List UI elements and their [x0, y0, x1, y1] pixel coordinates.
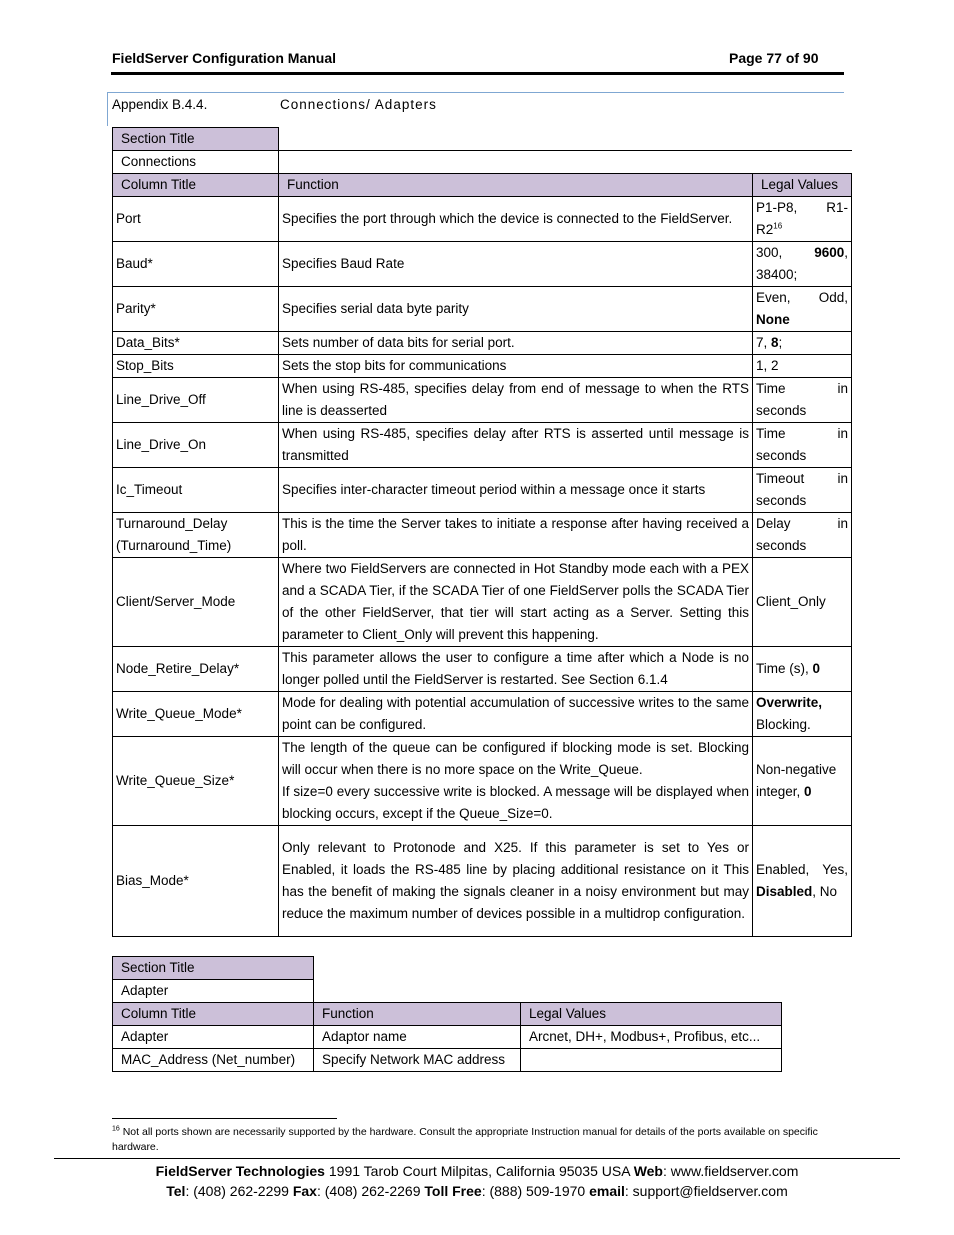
legal-values: Time in seconds [756, 381, 848, 418]
footer-fax-label: Fax [292, 1183, 317, 1199]
legal-values-prefix: 300, [756, 245, 815, 260]
page-number: Page 77 of 90 [729, 50, 819, 66]
column-header-title: Column Title [113, 1003, 314, 1026]
parameter-function-cell [279, 378, 753, 423]
manual-title: FieldServer Configuration Manual [112, 50, 337, 66]
parameter-name-cell [113, 197, 279, 242]
legal-values-suffix: Blocking. [756, 717, 811, 732]
parameter-function: Sets the stop bits for communications [282, 358, 507, 373]
table-row [113, 826, 852, 937]
parameter-function-cell [279, 826, 753, 937]
section-title-label: Section Title [113, 128, 279, 151]
appendix-title: Connections/ Adapters [280, 97, 437, 112]
parameter-name-cell [113, 737, 279, 826]
parameter-name: Line_Drive_On [116, 437, 207, 452]
column-header-function: Function [314, 1003, 521, 1026]
header-rule [111, 72, 844, 75]
table-row [113, 558, 852, 647]
column-header-legal: Legal Values [521, 1003, 782, 1026]
connections-table [112, 127, 852, 937]
parameter-name-cell [113, 468, 279, 513]
parameter-function-cell [279, 355, 753, 378]
parameter-function: Only relevant to Protonode and X25. If this parameter is set to Yes or Enabled, it loads the RS-485 line by placing additional resistance on it This has the benefit of making the signals cleaner in a noisy environment but may reduce the maximum number of devices possible in a multidrop configuration. [282, 840, 749, 921]
parameter-name-cell [113, 242, 279, 287]
footer-line-1 [0, 1163, 954, 1179]
footer-line-2 [0, 1183, 954, 1199]
parameter-function: Mode for dealing with potential accumulation of successive writes to the same point can be configured. [282, 695, 749, 732]
parameter-name: Line_Drive_Off [116, 392, 206, 407]
adapter-legal-values: Arcnet, DH+, Modbus+, Profibus, etc... [521, 1026, 782, 1049]
parameter-name: Write_Queue_Size* [116, 773, 235, 788]
table-row [113, 468, 852, 513]
adapter-table [112, 956, 782, 1072]
adapter-parameter-name: MAC_Address (Net_number) [113, 1049, 314, 1072]
section-title-value: Adapter [113, 980, 314, 1003]
table-row [113, 242, 852, 287]
legal-values-prefix: Even, Odd, [756, 290, 848, 305]
table-row [113, 1026, 782, 1049]
footer-tollfree-label: Toll Free [424, 1183, 482, 1199]
legal-values-prefix: Non-negative integer, [756, 762, 837, 799]
parameter-name-cell [113, 378, 279, 423]
adapter-parameter-function: Adaptor name [314, 1026, 521, 1049]
footnote-reference: 16 [773, 221, 783, 231]
parameter-function-cell [279, 242, 753, 287]
parameter-function: Specifies inter-character timeout period within a message once it starts [282, 482, 706, 497]
parameter-function-cell [279, 558, 753, 647]
parameter-function-cell [279, 737, 753, 826]
parameter-name: Bias_Mode* [116, 873, 189, 888]
legal-values-cell [753, 355, 852, 378]
legal-values-default: 0 [812, 661, 821, 676]
legal-values-cell [753, 513, 852, 558]
table-row [113, 332, 852, 355]
table-row [113, 287, 852, 332]
legal-values-cell [753, 468, 852, 513]
table-row [113, 647, 852, 692]
legal-values-suffix: , 38400; [756, 245, 848, 282]
parameter-name: Ic_Timeout [116, 482, 183, 497]
parameter-function: Where two FieldServers are connected in Hot Standby mode each with a PEX and a SCADA Tier, if the SCADA Tier of one FieldServer polls the SCADA Tier of the other FieldServer, that tier will start acting as a Server. Setting this parameter to Client_Only will prevent this happening. [282, 561, 749, 642]
parameter-function-cell [279, 692, 753, 737]
parameter-function: When using RS-485, specifies delay from end of message to when the RTS line is deasserted [282, 381, 749, 418]
table-row [113, 737, 852, 826]
legal-values: Delay in seconds [756, 516, 848, 553]
legal-values-cell [753, 826, 852, 937]
parameter-name-cell [113, 647, 279, 692]
parameter-function-cell [279, 197, 753, 242]
parameter-function: This parameter allows the user to configure a time after which a Node is no longer polled until the FieldServer is restarted. See Section 6.1.4 [282, 650, 749, 687]
column-header-function: Function [279, 174, 753, 197]
parameter-name: Write_Queue_Mode* [116, 706, 242, 721]
parameter-function-cell [279, 647, 753, 692]
parameter-function-cell [279, 332, 753, 355]
legal-values-cell [753, 558, 852, 647]
parameter-function: Specifies the port through which the device is connected to the FieldServer. [282, 211, 733, 226]
table-row [113, 355, 852, 378]
legal-values-cell [753, 692, 852, 737]
legal-values-default: 9600 [814, 245, 845, 260]
column-header-legal: Legal Values [753, 174, 852, 197]
legal-values: 1, 2 [756, 358, 779, 373]
legal-values-prefix: Time (s), [756, 661, 813, 676]
table-row [113, 513, 852, 558]
legal-values-default: Overwrite, [756, 695, 823, 710]
column-header-title: Column Title [113, 174, 279, 197]
legal-values-cell [753, 242, 852, 287]
legal-values-cell [753, 737, 852, 826]
parameter-function: Specifies Baud Rate [282, 256, 405, 271]
footer-email-label: email [589, 1183, 625, 1199]
parameter-function-cell [279, 287, 753, 332]
parameter-name: Port [116, 211, 141, 226]
legal-values-default: 8 [771, 335, 779, 350]
legal-values-prefix: 7, [756, 335, 772, 350]
footer-tel-label: Tel [166, 1183, 186, 1199]
parameter-function-cell [279, 423, 753, 468]
footnote [112, 1125, 842, 1155]
legal-values: Timeout in seconds [756, 471, 848, 508]
footer-web-label: Web [633, 1163, 663, 1179]
footer-tollfree: : (888) 509-1970 [481, 1183, 590, 1199]
adapter-parameter-name: Adapter [113, 1026, 314, 1049]
parameter-function-cell [279, 513, 753, 558]
footnote-rule [112, 1118, 337, 1119]
footer-tel: : (408) 262-2299 [185, 1183, 293, 1199]
parameter-name: Parity* [116, 301, 156, 316]
table-row [113, 692, 852, 737]
legal-values-cell [753, 332, 852, 355]
footer-rule [54, 1158, 900, 1159]
parameter-function: When using RS-485, specifies delay after RTS is asserted until message is transmitted [282, 426, 749, 463]
legal-values: Client_Only [756, 594, 826, 609]
appendix-heading-frame [107, 92, 844, 126]
parameter-name-cell [113, 558, 279, 647]
legal-values-suffix: , No [812, 884, 838, 899]
parameter-name-cell [113, 332, 279, 355]
parameter-name: Stop_Bits [116, 358, 174, 373]
parameter-name-cell [113, 692, 279, 737]
table-row [113, 423, 852, 468]
parameter-name-cell [113, 423, 279, 468]
legal-values-suffix: ; [778, 335, 783, 350]
parameter-name-alias: (Turnaround_Time) [116, 538, 232, 553]
footer-fax: : (408) 262-2269 [316, 1183, 425, 1199]
legal-values-cell [753, 378, 852, 423]
legal-values-cell [753, 287, 852, 332]
parameter-name-cell [113, 355, 279, 378]
legal-values: Time in seconds [756, 426, 848, 463]
legal-values: P1-P8, R1-R2 [756, 200, 848, 237]
table-row [113, 1049, 782, 1072]
parameter-function: This is the time the Server takes to initiate a response after having received a poll. [282, 516, 749, 553]
parameter-name: Data_Bits* [116, 335, 180, 350]
parameter-function: Specifies serial data byte parity [282, 301, 469, 316]
legal-values-default: 0 [804, 784, 812, 799]
adapter-parameter-function: Specify Network MAC address [314, 1049, 521, 1072]
footer-email: : support@fieldserver.com [624, 1183, 788, 1199]
parameter-name-cell [113, 513, 279, 558]
parameter-name: Node_Retire_Delay* [116, 661, 240, 676]
footnote-text: Not all ports shown are necessarily supported by the hardware. Consult the appropriate Instruction manual for details of the ports available on specific hardware. [112, 1126, 818, 1153]
parameter-name: Client/Server_Mode [116, 594, 236, 609]
legal-values-cell [753, 423, 852, 468]
legal-values-default: None [756, 312, 790, 327]
table-row [113, 378, 852, 423]
table-row [113, 197, 852, 242]
legal-values-prefix: Enabled, Yes, [756, 862, 848, 877]
appendix-number: Appendix B.4.4. [112, 97, 208, 112]
section-title-value: Connections [113, 151, 279, 174]
parameter-name: Baud* [116, 256, 153, 271]
parameter-name-cell [113, 287, 279, 332]
parameter-function-note: If size=0 every successive write is blocked. A message will be displayed when blocking occurs, except if the Queue_Size=0. [282, 784, 749, 821]
footnote-number: 16 [112, 1125, 120, 1133]
footer-address: 1991 Tarob Court Milpitas, California 95035 USA [324, 1163, 634, 1179]
parameter-function: The length of the queue can be configured if blocking mode is set. Blocking will occur when there is no more space on the Write_Queue. [282, 740, 749, 777]
legal-values-cell [753, 197, 852, 242]
footer-web: : www.fieldserver.com [663, 1163, 799, 1179]
parameter-name-cell [113, 826, 279, 937]
section-title-label: Section Title [113, 957, 314, 980]
parameter-name: Turnaround_Delay [116, 516, 228, 531]
parameter-function: Sets number of data bits for serial port. [282, 335, 515, 350]
legal-values-default: Disabled [756, 884, 813, 899]
footer-company: FieldServer Technologies [155, 1163, 325, 1179]
parameter-function-cell [279, 468, 753, 513]
legal-values-cell [753, 647, 852, 692]
adapter-legal-values [521, 1049, 782, 1072]
